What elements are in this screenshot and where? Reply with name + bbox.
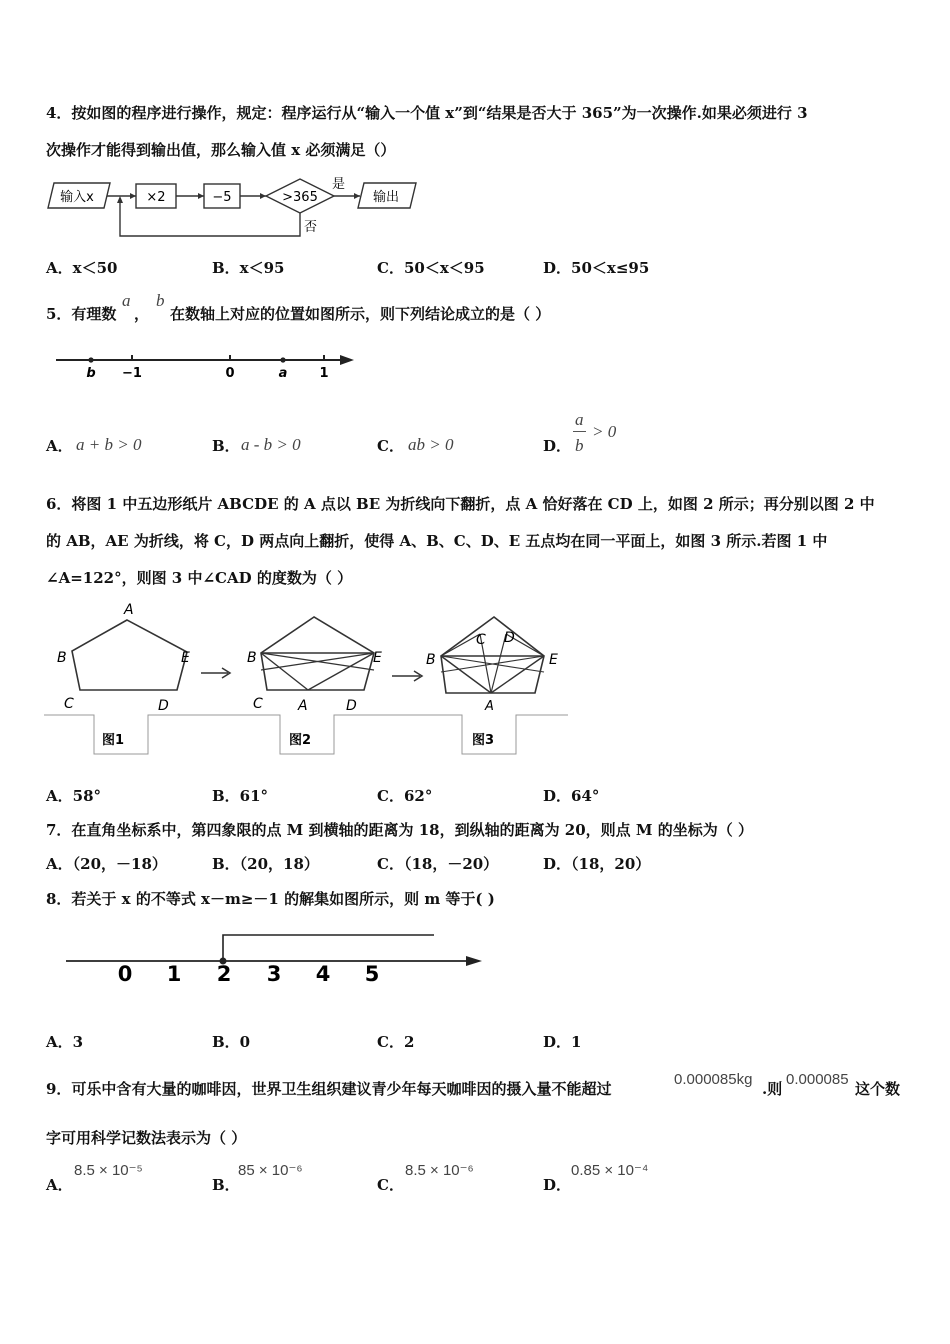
fig1-label-c: C [64,696,74,712]
q6-option-b[interactable]: B．61° [212,787,269,805]
tick-label-1: 1 [166,962,182,986]
tick-label-5: 5 [364,962,380,986]
q8-stem-line1: 8．若关于 x 的不等式 x－m≥－1 的解集如图所示，则 m 等于( ) [46,890,495,908]
q8-number-line [64,930,484,986]
fig1-label-a: A [124,602,134,618]
q6-stem-line2: 的 AB，AE 为折线，将 C，D 两点向上翻折，使得 A、B、C、D、E 五点均在同一平面上，如图 3 所示.若图 1 中 [46,532,828,550]
q5-option-a-expr[interactable]: a + b > 0 [76,435,142,454]
tick-label-3: 3 [266,962,282,986]
fig2-label-e: E [373,650,382,666]
q5-var-a: a [122,291,131,310]
q6-option-d[interactable]: D．64° [543,787,600,805]
q5-option-d-relation: > 0 [592,422,617,441]
figure-3 [426,617,558,748]
q5-option-c-expr[interactable]: ab > 0 [408,435,454,454]
q5-option-d-numerator: a [575,410,584,429]
q5-stem-suffix: 在数轴上对应的位置如图所示，则下列结论成立的是（ ） [170,305,551,323]
q4-option-b[interactable]: B．x＜95 [212,259,285,277]
fig3-label-d: D [504,630,515,646]
q8-option-d[interactable]: D．1 [543,1033,582,1051]
fig3-label-c: C [476,632,486,648]
fig2-label-c: C [253,696,263,712]
flow-output-label: 输出 [372,190,400,205]
label-1: 1 [319,366,329,381]
q7-option-c[interactable]: C．（18，－20） [377,855,499,873]
fig3-label-e: E [549,652,558,668]
q9-stem-part3: 这个数 [855,1080,901,1098]
q4-option-a[interactable]: A．x＜50 [46,259,118,277]
fig2-caption: 图2 [289,733,312,748]
q7-stem-line1: 7．在直角坐标系中，第四象限的点 M 到横轴的距离为 18，到纵轴的距离为 20，则点 M 的坐标为（ ） [46,821,753,839]
q5-option-a-label[interactable]: A． [46,437,73,455]
flow-compare-label: >365 [282,190,318,205]
fig3-label-a: A [485,699,494,714]
q9-value-kg: 0.000085kg [674,1071,753,1088]
q7-option-d[interactable]: D．（18，20） [543,855,651,873]
q5-option-d-denominator: b [575,436,584,455]
tick-label-2: 2 [216,962,232,986]
q4-flowchart [46,175,426,241]
q9-option-c-label[interactable]: C． [377,1176,404,1194]
q6-figures [44,596,574,762]
figure-2 [247,617,382,748]
q8-option-c[interactable]: C．2 [377,1033,415,1051]
q4-stem-line2: 次操作才能得到输出值，那么输入值 x 必须满足（） [46,141,396,159]
q7-option-b[interactable]: B．（20，18） [212,855,319,873]
fig1-label-b: B [57,650,67,666]
fig2-label-b: B [247,650,257,666]
label-b: b [86,366,96,381]
q9-stem-line2: 字可用科学记数法表示为（ ） [46,1129,247,1147]
q5-comma: ， [134,305,150,323]
fig1-label-e: E [181,650,190,666]
q9-option-a-value[interactable]: 8.5 × 10⁻⁵ [74,1162,143,1179]
q6-stem-line1: 6．将图 1 中五边形纸片 ABCDE 的 A 点以 BE 为折线向下翻折，点 A 恰好落在 CD 上，如图 2 所示；再分别以图 2 中 [46,495,875,513]
q9-option-b-label[interactable]: B． [212,1176,240,1194]
q5-stem-prefix: 5．有理数 [46,305,117,323]
solution-ray [223,935,434,961]
label-neg1: −1 [122,366,142,381]
q9-option-c-value[interactable]: 8.5 × 10⁻⁶ [405,1162,474,1179]
point-b [88,357,93,362]
q5-number-line [56,350,356,380]
q4-option-c[interactable]: C．50＜x＜95 [377,259,485,277]
flow-times2-label: ×2 [146,190,166,205]
flow-no-label: 否 [304,220,318,235]
q5-option-b-expr[interactable]: a - b > 0 [241,435,301,454]
q9-option-d-label[interactable]: D． [543,1176,572,1194]
fig2-label-a: A [298,698,308,714]
q6-stem-line3: ∠A=122°，则图 3 中∠CAD 的度数为（ ） [46,569,353,587]
q4-stem-line1: 4．按如图的程序进行操作，规定：程序运行从“输入一个值 x”到“结果是否大于 365”为一次操作.如果必须进行 3 [46,104,808,122]
q6-option-c[interactable]: C．62° [377,787,433,805]
flow-minus5-label: −5 [212,190,232,205]
point-a [280,357,285,362]
label-a: a [278,366,288,381]
q5-option-d-label[interactable]: D． [543,437,572,455]
flow-input-label: 输入x [60,190,94,205]
q8-option-b[interactable]: B．0 [212,1033,251,1051]
flow-yes-label: 是 [332,177,346,192]
tick-label-0: 0 [117,962,133,986]
q9-option-b-value[interactable]: 85 × 10⁻⁶ [238,1162,303,1179]
q5-option-b-label[interactable]: B． [212,437,240,455]
q9-stem-part2: .则 [762,1080,783,1098]
q5-option-c-label[interactable]: C． [377,437,404,455]
q9-option-d-value[interactable]: 0.85 × 10⁻⁴ [571,1162,649,1179]
fig1-label-d: D [158,698,169,714]
tick-label-4: 4 [315,962,331,986]
q9-stem-part1: 9．可乐中含有大量的咖啡因，世界卫生组织建议青少年每天咖啡因的摄入量不能超过 [46,1080,612,1098]
q4-option-d[interactable]: D．50＜x≤95 [543,259,650,277]
q6-option-a[interactable]: A．58° [46,787,102,805]
q5-var-b: b [156,291,165,310]
fig3-caption: 图3 [472,733,495,748]
q8-option-a[interactable]: A．3 [46,1033,84,1051]
label-0: 0 [225,366,235,381]
figure-1 [57,602,190,748]
q5-option-d-fraction-bar [573,431,586,432]
fig3-label-b: B [426,652,436,668]
q9-value: 0.000085 [786,1071,849,1088]
q9-option-a-label[interactable]: A． [46,1176,73,1194]
q7-option-a[interactable]: A．（20，－18） [46,855,167,873]
fig1-caption: 图1 [102,733,125,748]
fig2-label-d: D [346,698,357,714]
